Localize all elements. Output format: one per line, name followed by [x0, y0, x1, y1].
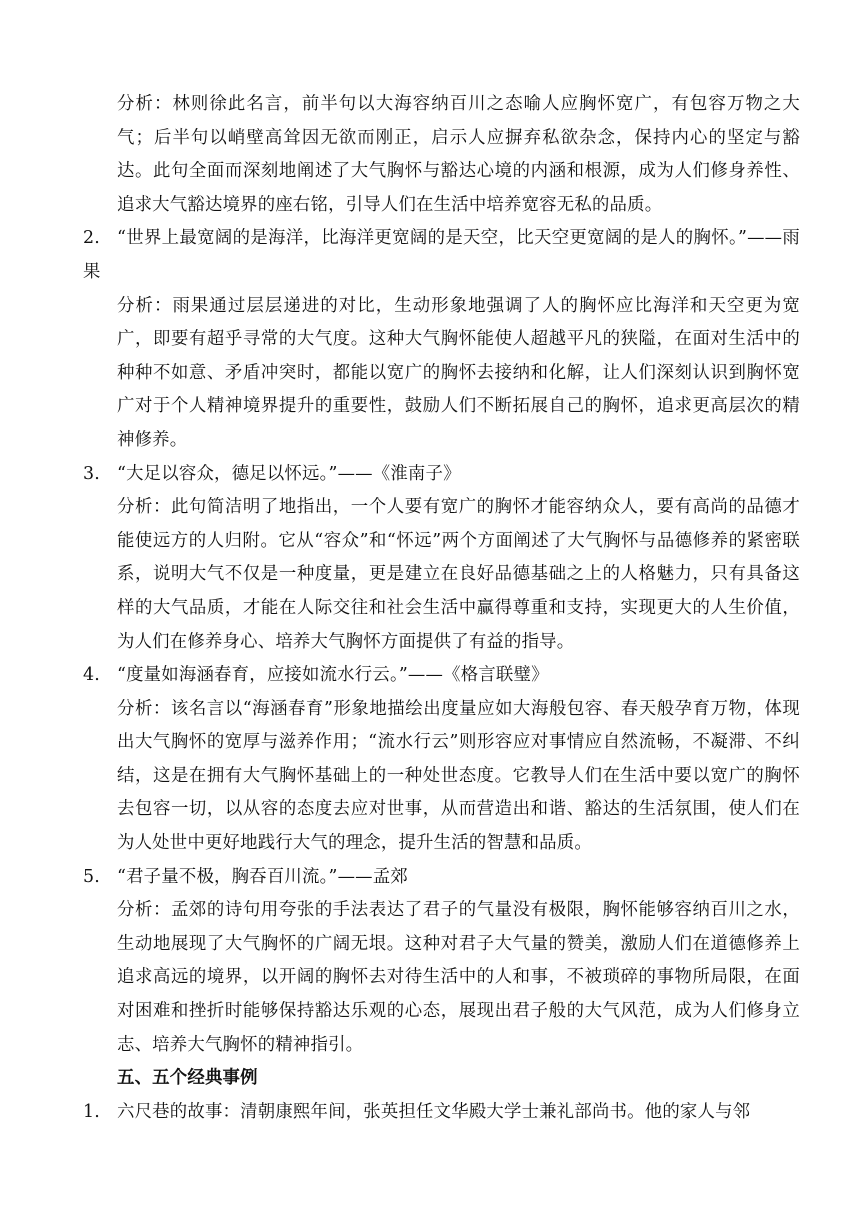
analysis-paragraph	[117, 88, 800, 222]
analysis-paragraph	[117, 894, 800, 1062]
example-text: 六尺巷的故事：清朝康熙年间，张英担任文华殿大学士兼礼部尚书。他的家人与邻	[117, 1101, 751, 1122]
quote-text: “君子量不极，胸吞百川流。”——孟郊	[117, 866, 408, 887]
list-number: 1.	[83, 1101, 100, 1122]
list-number: 2.	[83, 228, 100, 249]
document-body	[83, 88, 800, 1129]
list-number: 5.	[83, 866, 100, 887]
section-heading	[117, 1062, 800, 1096]
quote-item	[83, 861, 800, 895]
quote-text: “世界上最宽阔的是海洋，比海洋更宽阔的是天空，比天空更宽阔的是人的胸怀。”——雨果	[83, 228, 800, 282]
paragraph-text: 分析：林则徐此名言，前半句以大海容纳百川之态喻人应胸怀宽广，有包容万物之大气；后半句以峭壁高耸因无欲而刚正，启示人应摒弃私欲杂念，保持内心的坚定与豁达。此句全面而深刻地阐述了大气胸怀与豁达心境的内涵和根源，成为人们修身养性、追求大气豁达境界的座右铭，引导人们在生活中培养宽容无私的品质。	[117, 94, 800, 215]
list-number: 4.	[83, 665, 100, 686]
heading-text: 五、五个经典事例	[117, 1068, 258, 1089]
quote-item	[83, 659, 800, 693]
paragraph-text: 分析：此句简洁明了地指出，一个人要有宽广的胸怀才能容纳众人，要有高尚的品德才能使远方的人归附。它从“容众”和“怀远”两个方面阐述了大气胸怀与品德修养的紧密联系，说明大气不仅是一种度量，更是建立在良好品德基础之上的人格魅力，只有具备这样的大气品质，才能在人际交往和社会生活中赢得尊重和支持，实现更大的人生价值，为人们在修养身心、培养大气胸怀方面提供了有益的指导。	[117, 497, 800, 652]
paragraph-text: 分析：孟郊的诗句用夸张的手法表达了君子的气量没有极限，胸怀能够容纳百川之水，生动地展现了大气胸怀的广阔无垠。这种对君子大气量的赞美，激励人们在道德修养上追求高远的境界，以开阔的胸怀去对待生活中的人和事，不被琐碎的事物所局限，在面对困难和挫折时能够保持豁达乐观的心态，展现出君子般的大气风范，成为人们修身立志、培养大气胸怀的精神指引。	[117, 900, 800, 1055]
list-number: 3.	[83, 463, 100, 484]
example-item	[83, 1096, 800, 1130]
paragraph-text: 分析：该名言以“海涵春育”形象地描绘出度量应如大海般包容、春天般孕育万物，体现出大气胸怀的宽厚与滋养作用；“流水行云”则形容应对事情应自然流畅，不凝滞、不纠结，这是在拥有大气胸怀基础上的一种处世态度。它教导人们在生活中要以宽广的胸怀去包容一切，以从容的态度去应对世事，从而营造出和谐、豁达的生活氛围，使人们在为人处世中更好地践行大气的理念，提升生活的智慧和品质。	[117, 698, 800, 854]
analysis-paragraph	[117, 693, 800, 861]
quote-text: “大足以容众，德足以怀远。”——《淮南子》	[117, 463, 461, 484]
paragraph-text: 分析：雨果通过层层递进的对比，生动形象地强调了人的胸怀应比海洋和天空更为宽广，即要有超乎寻常的大气度。这种大气胸怀能使人超越平凡的狭隘，在面对生活中的种种不如意、矛盾冲突时，都能以宽广的胸怀去接纳和化解，让人们深刻认识到胸怀宽广对于个人精神境界提升的重要性，鼓励人们不断拓展自己的胸怀，追求更高层次的精神修养。	[117, 295, 800, 450]
quote-text: “度量如海涵春育，应接如流水行云。”——《格言联璧》	[117, 665, 549, 686]
quote-item	[83, 222, 800, 289]
quote-item	[83, 458, 800, 492]
analysis-paragraph	[117, 491, 800, 659]
analysis-paragraph	[117, 290, 800, 458]
